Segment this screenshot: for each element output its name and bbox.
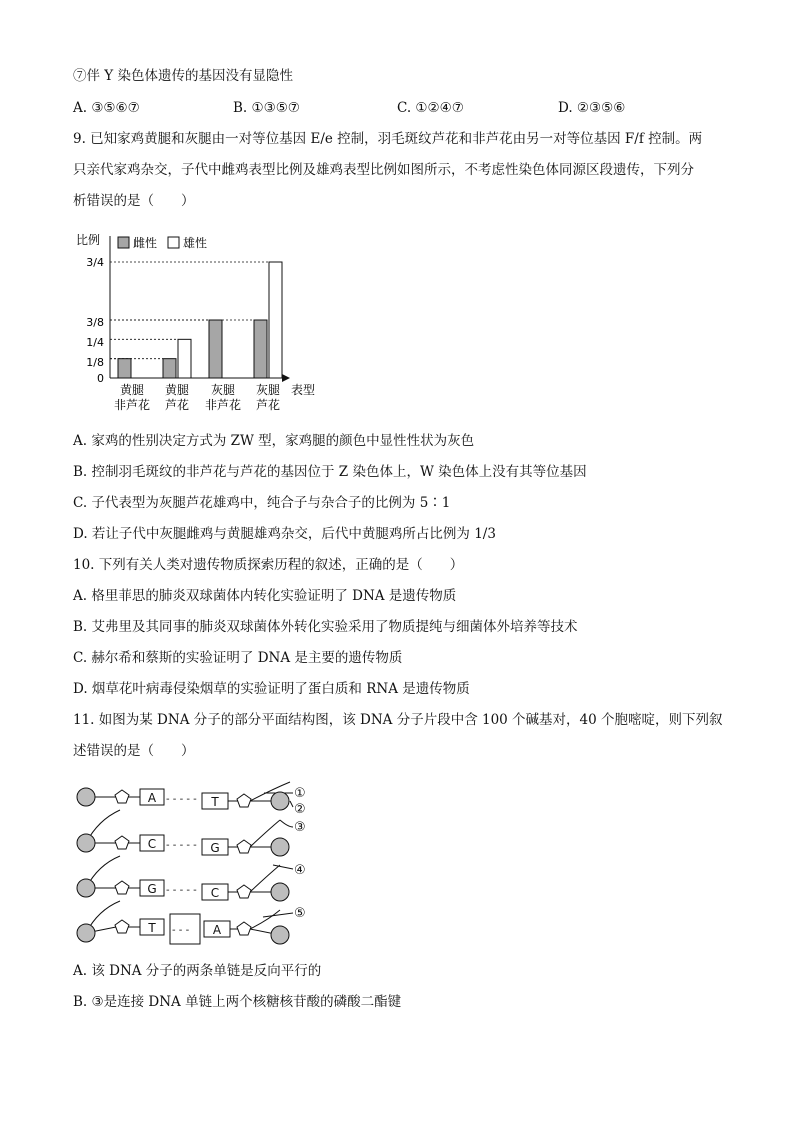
y-axis-label: 比例 [76,233,101,247]
phosphate-right-2 [271,838,289,856]
phosphate-right-4 [271,926,289,944]
bar-male-4 [269,262,282,378]
sugar-right-4 [237,922,251,935]
x-tick-label-1-line-1: 黄腿 [119,383,145,397]
legend-male-label: 雄性 [183,236,208,250]
legend-female-swatch [118,237,129,248]
q10-option-b[interactable]: B. 艾弗里及其同事的肺炎双球菌体外转化实验采用了物质提纯与细菌体外培养等技术 [73,619,578,635]
bar-female-3 [209,320,222,378]
base-right-3: C [210,886,220,900]
base-left-4: T [148,921,156,935]
statement-7: ⑦伴 Y 染色体遗传的基因没有显隐性 [73,68,293,84]
sugar-left-3 [115,881,129,894]
q10-option-c[interactable]: C. 赫尔希和蔡斯的实验证明了 DNA 是主要的遗传物质 [73,650,403,666]
x-axis-label: 表型 [291,383,316,397]
phosphate-left-4 [77,924,95,942]
bar-female-1 [118,359,131,378]
phosphate-left-3 [77,879,95,897]
x-tick-label-3-line-2: 非芦花 [204,398,242,412]
q11-option-b[interactable]: B. ③是连接 DNA 单链上两个核糖核苷酸的磷酸二酯键 [73,994,402,1010]
q10-stem: 10. 下列有关人类对遗传物质探索历程的叙述，正确的是（ ） [73,557,464,573]
base-right-1: T [211,795,219,809]
q11-stem-line-1: 11. 如图为某 DNA 分子的部分平面结构图，该 DNA 分子片段中含 100 个碱基对，40 个胞嘧啶，则下列叙 [73,712,723,728]
q9-option-d[interactable]: D. 若让子代中灰腿雌鸡与黄腿雄鸡杂交，后代中黄腿鸡所占比例为 1/3 [73,526,496,542]
q11-stem-line-2: 述错误的是（ ） [73,743,195,759]
hydrogen-bonds-3: - - - - - [166,885,197,896]
q9-option-c[interactable]: C. 子代表型为灰腿芦花雄鸡中，纯合子与杂合子的比例为 5∶1 [73,495,451,511]
base-right-4: A [212,923,222,937]
bar-female-2 [163,359,176,378]
y-tick-label-1-4: 1/4 [86,336,104,349]
q9-stem-line-1: 9. 已知家鸡黄腿和灰腿由一对等位基因 E/e 控制，羽毛斑纹芦花和非芦花由另一对等位基因 F/f 控制。两 [73,131,703,147]
x-tick-label-4-line-1: 灰腿 [255,383,281,397]
base-right-2: G [210,841,220,855]
q8-option-b[interactable]: B. ①③⑤⑦ [233,100,300,116]
bar-female-4 [254,320,267,378]
q9-bar-chart [70,228,330,418]
y-tick-label-1-8: 1/8 [86,356,104,369]
q9-stem-line-2: 只亲代家鸡杂交，子代中雌鸡表型比例及雄鸡表型比例如图所示，不考虑性染色体同源区段遗传，下列分 [73,162,694,178]
y-tick-label-3-4: 3/4 [86,256,104,269]
marker-2: ② [294,802,306,817]
sugar-left-1 [115,790,129,803]
q8-option-a[interactable]: A. ③⑤⑥⑦ [73,100,140,116]
q9-option-a[interactable]: A. 家鸡的性别决定方式为 ZW 型，家鸡腿的颜色中显性性状为灰色 [73,433,475,449]
q8-option-d[interactable]: D. ②③⑤⑥ [558,100,626,116]
x-tick-label-2-line-2: 芦花 [164,398,190,412]
x-tick-label-4-line-2: 芦花 [255,398,281,412]
legend-male-swatch [168,237,179,248]
marker-5: ⑤ [294,906,306,921]
x-tick-label-1-line-2: 非芦花 [113,398,151,412]
sugar-right-3 [237,885,251,898]
hydrogen-bonds-2: - - - - - [166,840,197,851]
q9-stem-line-3: 析错误的是（ ） [73,193,195,209]
q10-option-a[interactable]: A. 格里菲思的肺炎双球菌体内转化实验证明了 DNA 是遗传物质 [73,588,457,604]
sugar-right-2 [237,840,251,853]
y-tick-label-0: 0 [97,372,104,385]
x-tick-label-2-line-1: 黄腿 [164,383,190,397]
q9-option-b[interactable]: B. 控制羽毛斑纹的非芦花与芦花的基因位于 Z 染色体上，W 染色体上没有其等位基因 [73,464,587,480]
sugar-right-1 [237,794,251,807]
q8-option-c[interactable]: C. ①②④⑦ [397,100,464,116]
x-axis-arrow [282,374,290,382]
legend-female-label: 雌性 [133,236,158,250]
dna-structure-diagram [68,775,328,945]
base-left-3: G [147,882,157,896]
phosphate-left-2 [77,834,95,852]
phosphate-right-1 [271,792,289,810]
hydrogen-bonds-1: - - - - - [166,794,197,805]
base-left-1: A [147,791,157,805]
sugar-left-4 [115,920,129,933]
hydrogen-bonds-4: - - - [172,925,190,936]
base-left-2: C [147,837,157,851]
marker-3: ③ [294,820,306,835]
phosphate-right-3 [271,883,289,901]
y-tick-label-3-8: 3/8 [86,316,104,329]
sugar-left-2 [115,836,129,849]
bar-male-2 [178,339,191,378]
marker-4: ④ [294,863,306,878]
q11-option-a[interactable]: A. 该 DNA 分子的两条单链是反向平行的 [73,963,322,979]
marker-1: ① [294,786,306,801]
phosphate-left-1 [77,788,95,806]
q10-option-d[interactable]: D. 烟草花叶病毒侵染烟草的实验证明了蛋白质和 RNA 是遗传物质 [73,681,470,697]
x-tick-label-3-line-1: 灰腿 [210,383,236,397]
